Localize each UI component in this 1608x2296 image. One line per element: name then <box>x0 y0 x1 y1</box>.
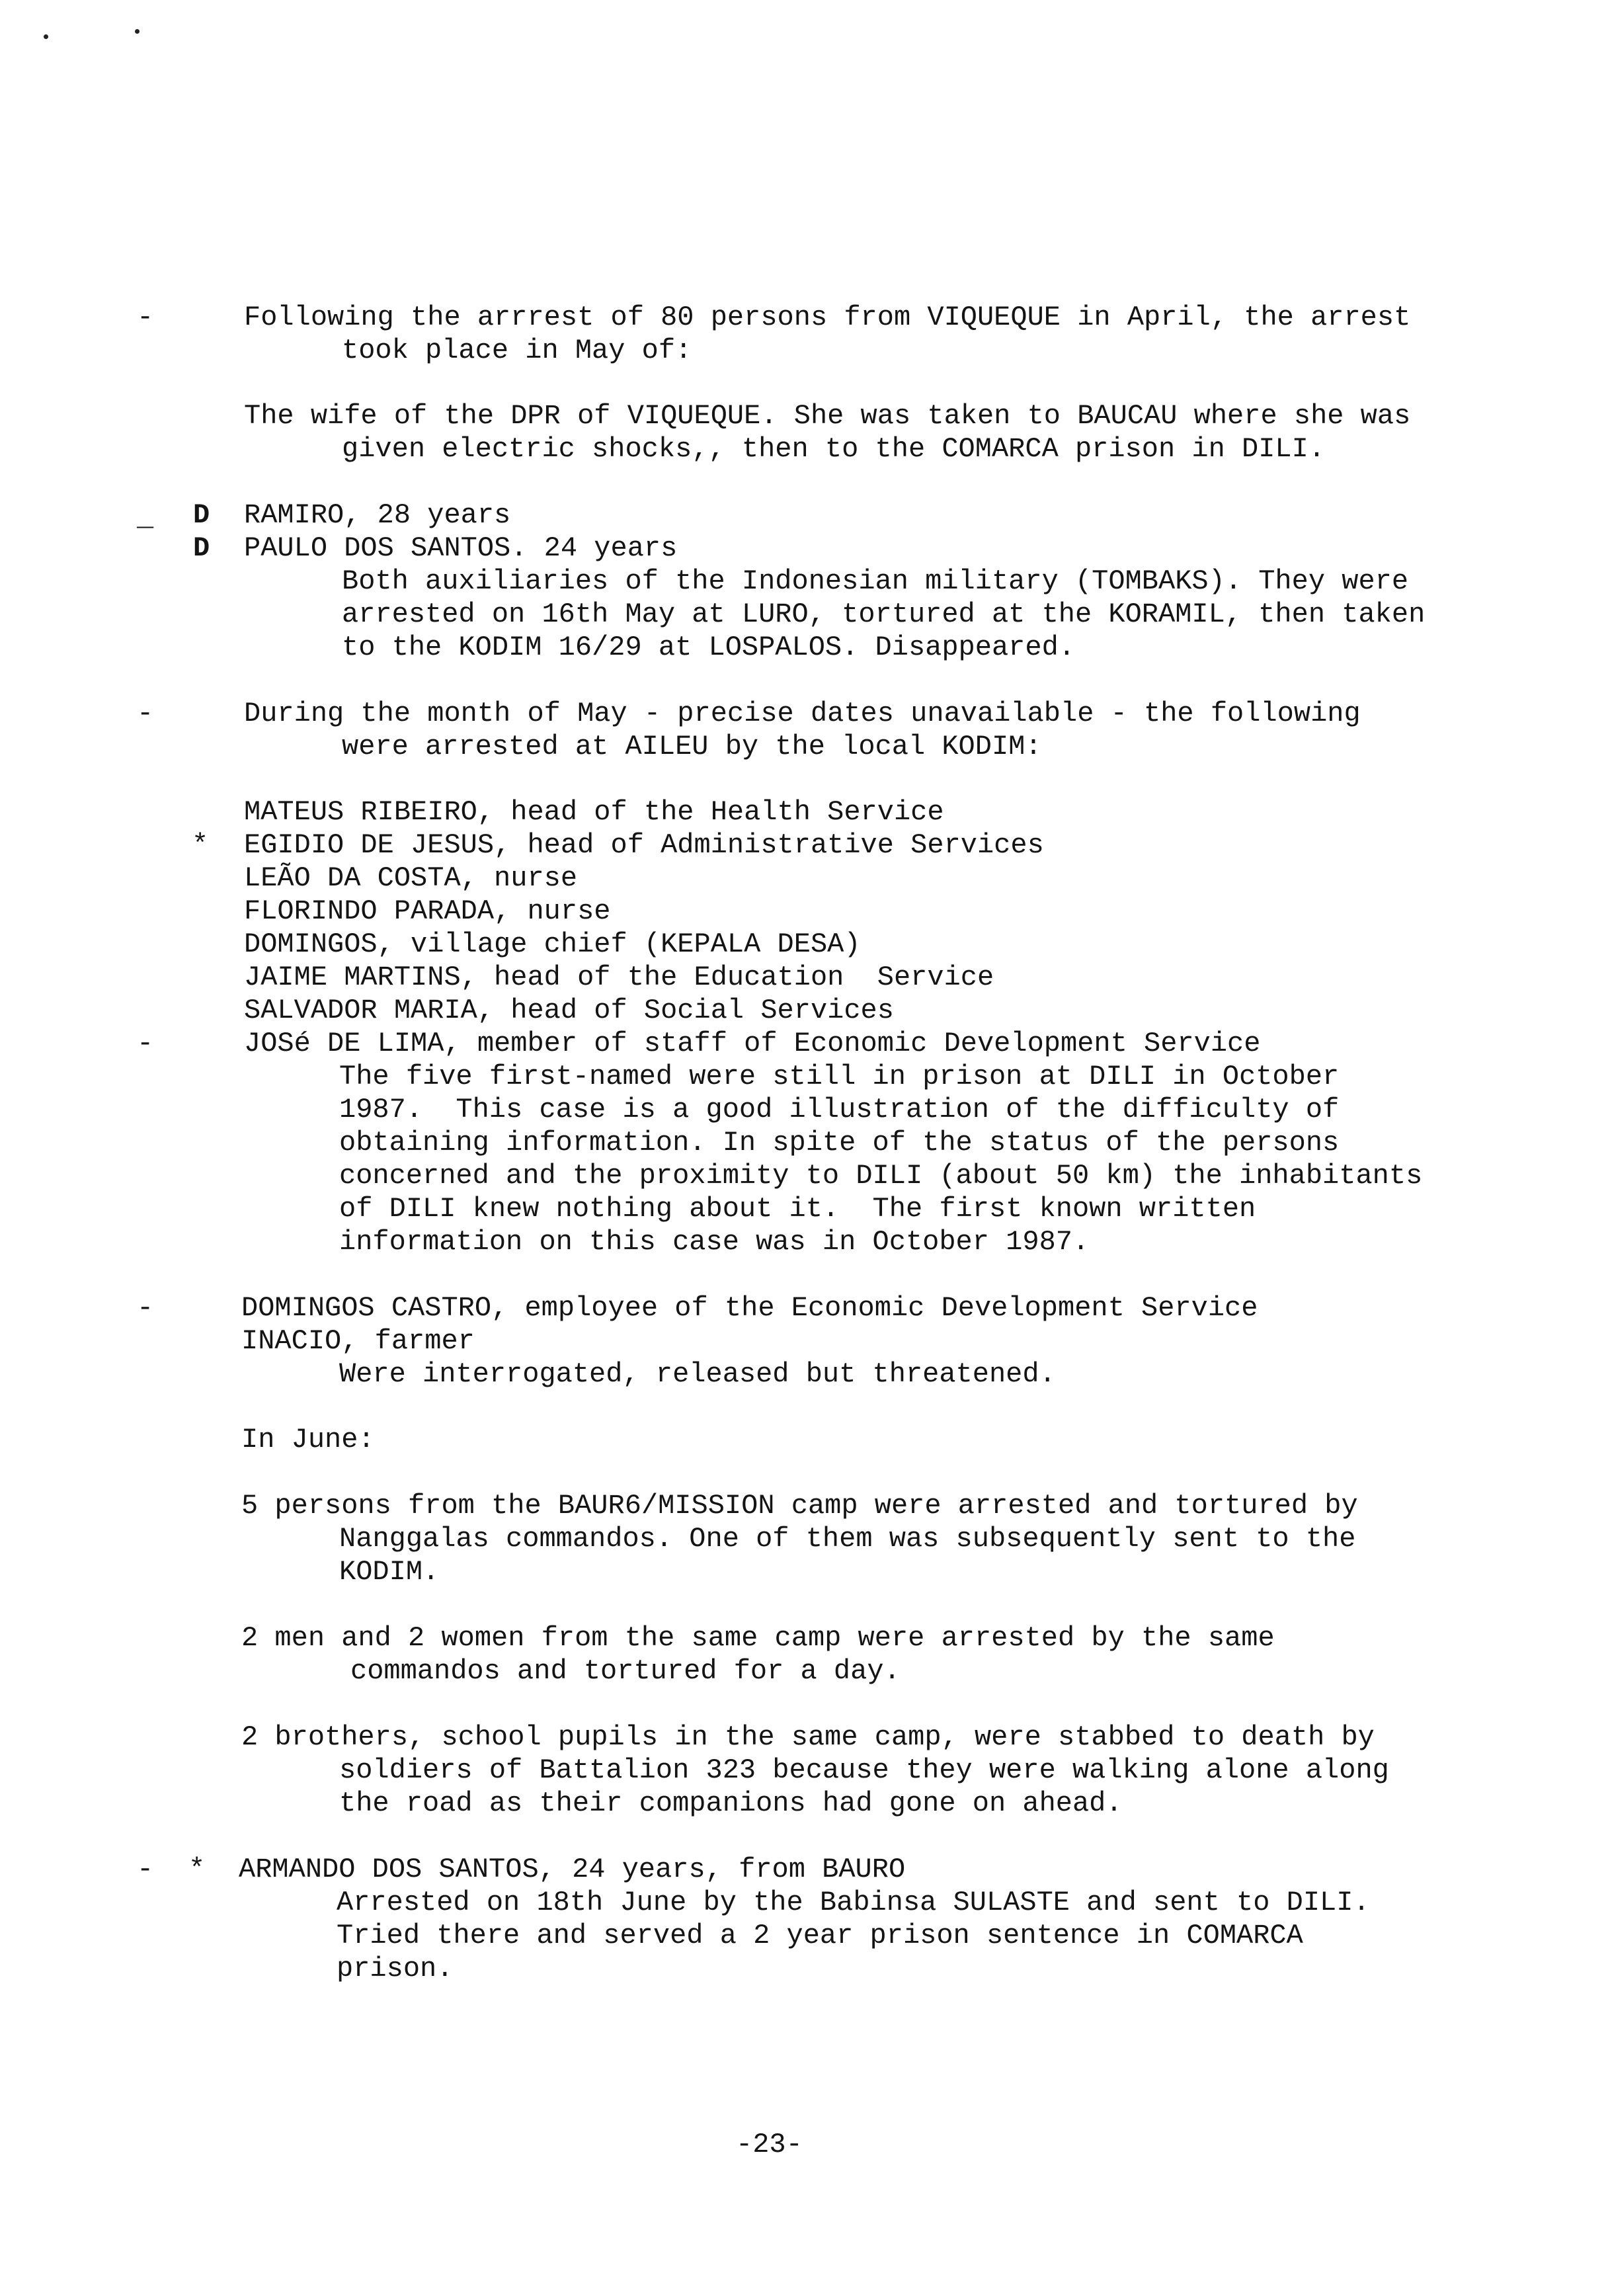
text-line: JAIME MARTINS, head of the Education Service <box>244 962 994 993</box>
text-line: Both auxiliaries of the Indonesian military (TOMBAKS). They were <box>342 565 1409 597</box>
text-line: SALVADOR MARIA, head of Social Services <box>244 995 894 1026</box>
text-line: 1987. This case is a good illustration of the difficulty of <box>339 1094 1340 1126</box>
text-line: Tried there and served a 2 year prison sentence in COMARCA <box>337 1920 1303 1951</box>
margin-mark: D <box>193 499 210 531</box>
margin-mark: D <box>193 532 210 564</box>
margin-mark: - <box>137 302 154 333</box>
text-line: DOMINGOS CASTRO, employee of the Economic Development Service <box>241 1292 1258 1324</box>
text-line: LEÃO DA COSTA, nurse <box>244 862 578 894</box>
scan-speck <box>44 34 48 39</box>
margin-mark: * <box>188 1854 206 1885</box>
text-line: The wife of the DPR of VIQUEQUE. She was taken to BAUCAU where she was <box>244 400 1411 432</box>
text-line: the road as their companions had gone on ahead. <box>339 1787 1123 1819</box>
text-line: 2 brothers, school pupils in the same camp, were stabbed to death by <box>241 1721 1375 1753</box>
margin-mark: - <box>137 1292 154 1324</box>
margin-mark: * <box>192 829 209 861</box>
text-line: 2 men and 2 women from the same camp were arrested by the same <box>241 1622 1275 1654</box>
margin-mark: _ <box>137 502 154 534</box>
margin-mark: - <box>137 698 154 729</box>
text-line: obtaining information. In spite of the status of the persons <box>339 1127 1340 1159</box>
text-line: arrested on 16th May at LURO, tortured at the KORAMIL, then taken <box>342 598 1426 630</box>
text-line: EGIDIO DE JESUS, head of Administrative Services <box>244 829 1044 861</box>
text-line: were arrested at AILEU by the local KODIM: <box>342 731 1042 762</box>
text-line: concerned and the proximity to DILI (about 50 km) the inhabitants <box>339 1160 1423 1192</box>
text-line: Were interrogated, released but threatened. <box>339 1358 1056 1390</box>
text-line: PAULO DOS SANTOS. 24 years <box>244 532 678 564</box>
text-line: soldiers of Battalion 323 because they were walking alone along <box>339 1754 1389 1786</box>
text-line: RAMIRO, 28 years <box>244 499 511 531</box>
scan-speck <box>135 29 140 34</box>
text-line: ARMANDO DOS SANTOS, 24 years, from BAURO <box>239 1854 906 1885</box>
text-line: took place in May of: <box>342 335 692 366</box>
text-line: Following the arrrest of 80 persons from VIQUEQUE in April, the arrest <box>244 302 1411 333</box>
text-line: Nanggalas commandos. One of them was subsequently sent to the <box>339 1523 1356 1555</box>
text-line: given electric shocks,, then to the COMARCA prison in DILI. <box>342 433 1326 465</box>
text-line: In June: <box>241 1424 375 1456</box>
text-line: commandos and tortured for a day. <box>350 1655 901 1687</box>
margin-mark: - <box>137 1854 154 1885</box>
text-line: FLORINDO PARADA, nurse <box>244 895 611 927</box>
text-line: INACIO, farmer <box>241 1325 475 1357</box>
text-line: 5 persons from the BAUR6/MISSION camp were arrested and tortured by <box>241 1490 1358 1522</box>
margin-mark: - <box>137 1028 154 1059</box>
text-line: The five first-named were still in prison at DILI in October <box>339 1061 1340 1092</box>
text-line: of DILI knew nothing about it. The first known written <box>339 1193 1256 1225</box>
text-line: During the month of May - precise dates unavailable - the following <box>244 698 1361 729</box>
text-line: KODIM. <box>339 1556 440 1588</box>
text-line: MATEUS RIBEIRO, head of the Health Service <box>244 796 944 828</box>
text-line: JOSé DE LIMA, member of staff of Economic Development Service <box>244 1028 1261 1059</box>
text-line: DOMINGOS, village chief (KEPALA DESA) <box>244 928 861 960</box>
text-line: to the KODIM 16/29 at LOSPALOS. Disappeared. <box>342 632 1075 663</box>
text-line: prison. <box>337 1953 454 1985</box>
page-number: -23- <box>736 2129 803 2160</box>
text-line: information on this case was in October 1987. <box>339 1226 1090 1258</box>
text-line: Arrested on 18th June by the Babinsa SULASTE and sent to DILI. <box>337 1887 1370 1918</box>
